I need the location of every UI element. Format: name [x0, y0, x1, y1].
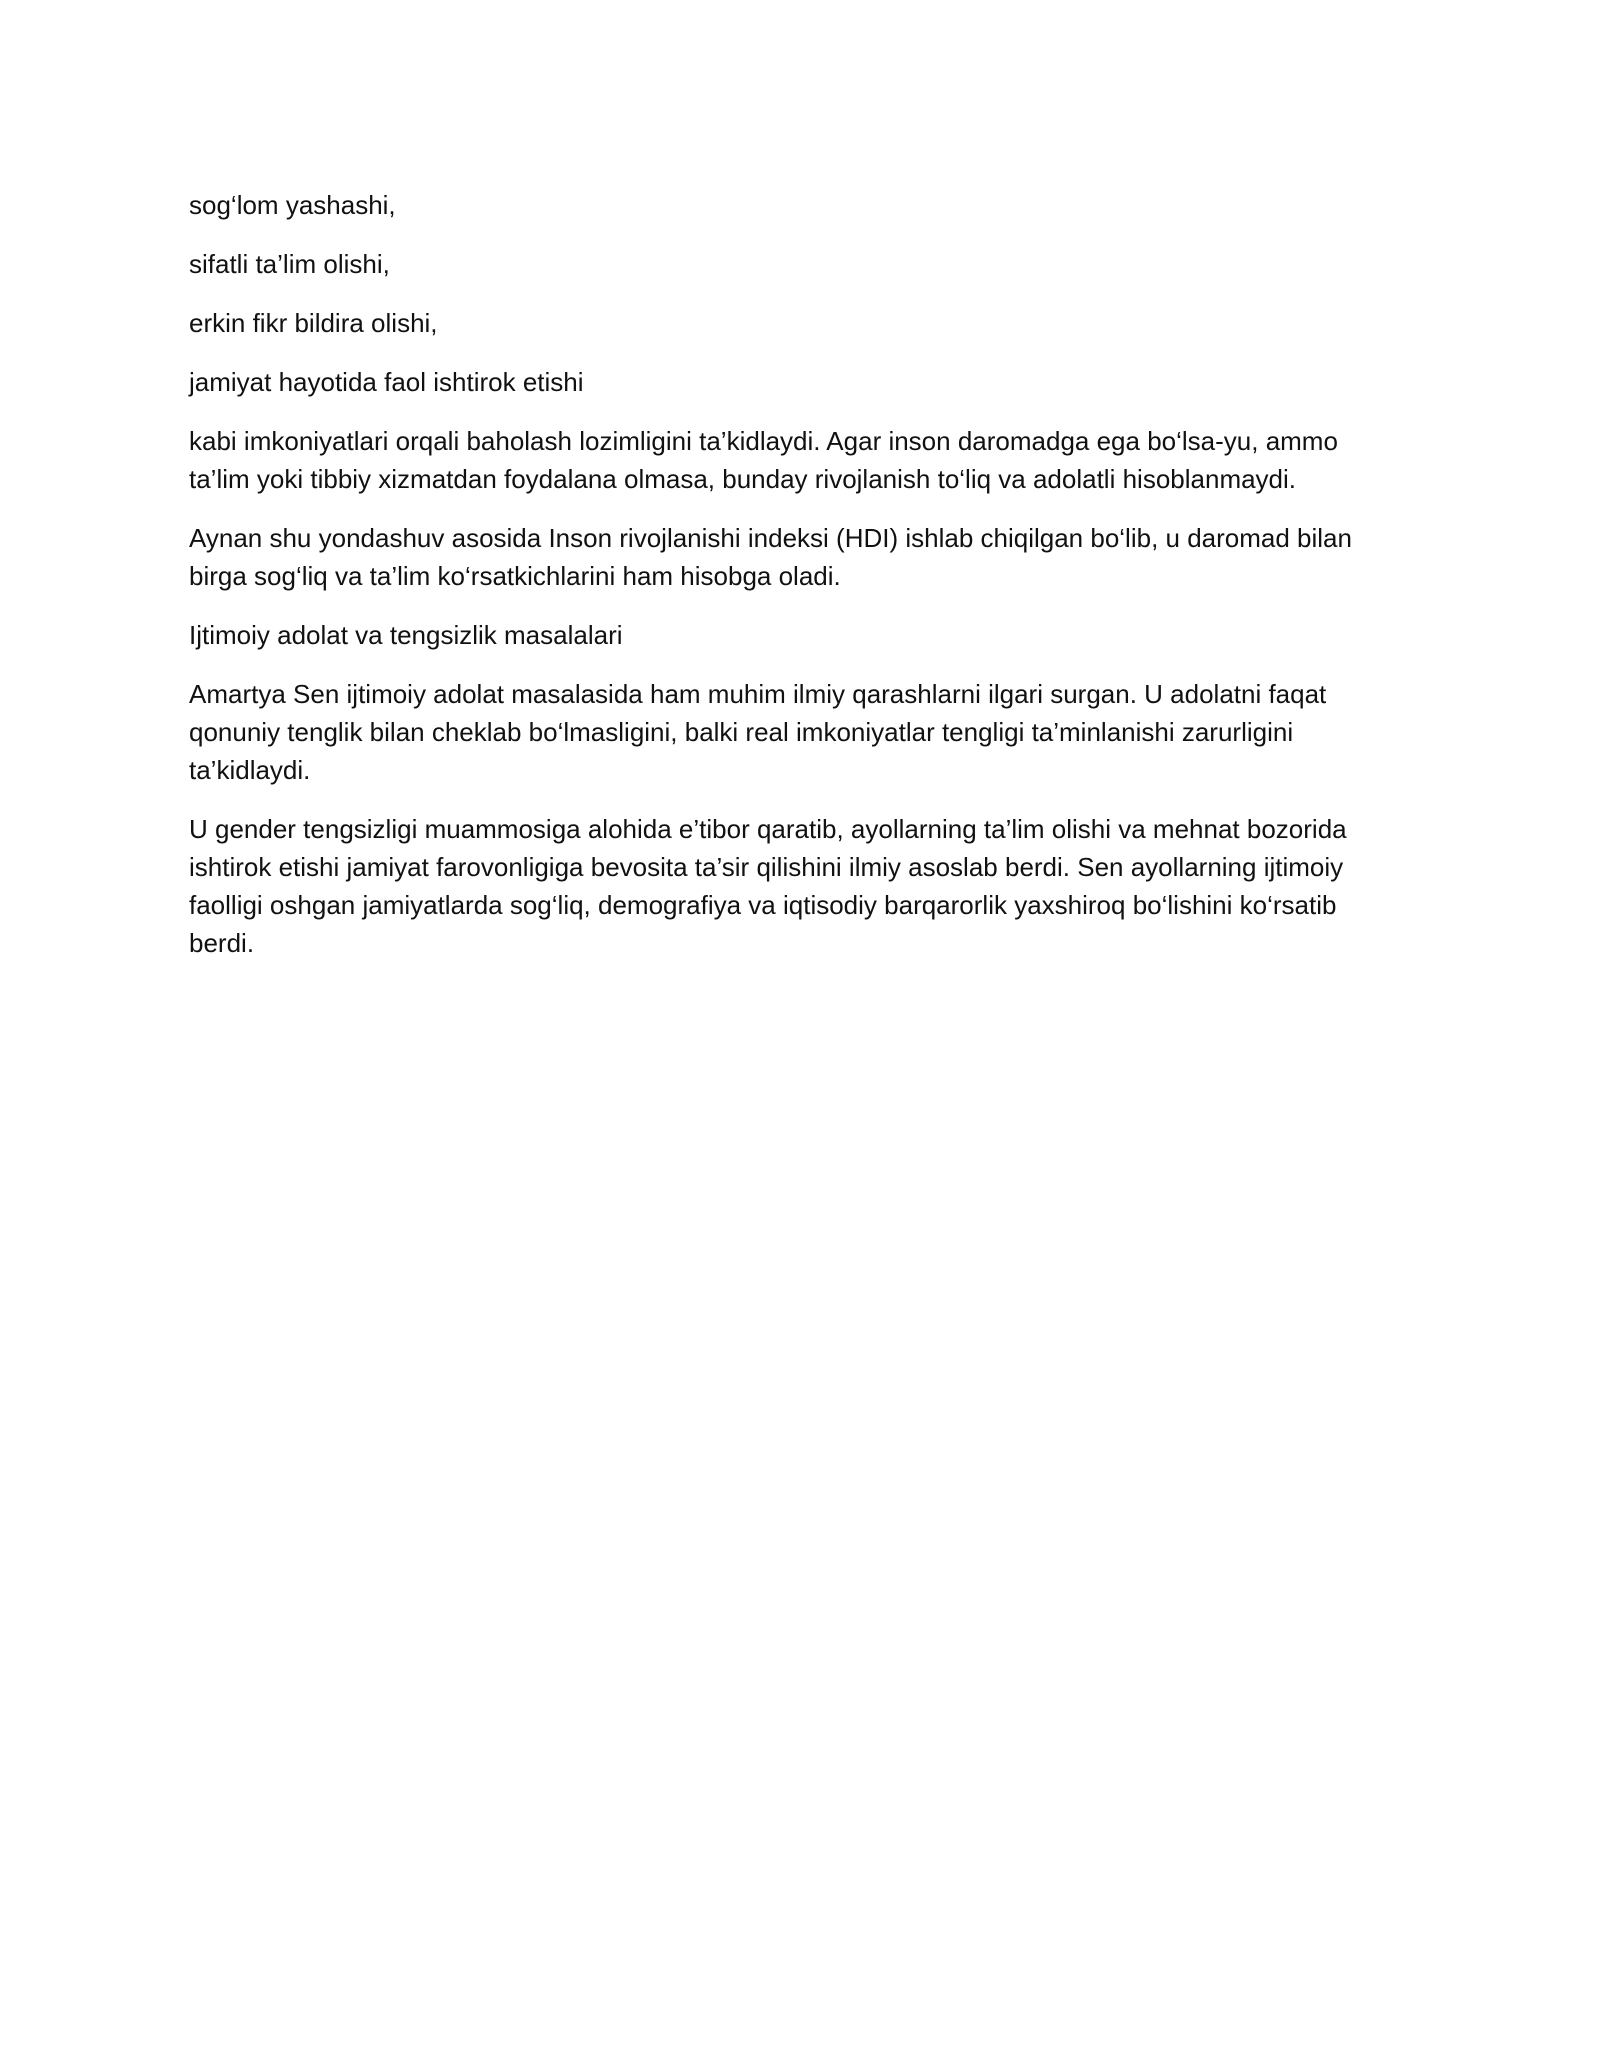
- paragraph-gender-inequality: U gender tengsizligi muammosiga alohida e’tibor qaratib, ayollarning ta’lim olishi va mehnat bozorida ishtirok etishi jamiyat farovonligiga bevosita ta’sir qilishini ilmiy asoslab berdi. Sen ayollarning ijtimoiy faolligi oshgan jamiyatlarda sog‘liq, demografiya va iqtisodiy barqarorlik yaxshiroq bo‘lishini ko‘rsatib berdi.: [189, 814, 1347, 958]
- list-item-quality-education: sifatli ta’lim olishi,: [189, 249, 390, 279]
- list-item-free-expression: erkin fikr bildira olishi,: [189, 308, 438, 338]
- list-item-social-participation: jamiyat hayotida faol ishtirok etishi: [189, 367, 584, 397]
- list-item-healthy-living: sog‘lom yashashi,: [189, 190, 396, 220]
- document-body: [189, 186, 1389, 983]
- paragraph-social-justice: Amartya Sen ijtimoiy adolat masalasida ham muhim ilmiy qarashlarni ilgari surgan. U adolatni faqat qonuniy tenglik bilan cheklab bo‘lmasligini, balki real imkoniyatlar tengligi ta’minlanishi zarurligini ta’kidlaydi.: [189, 679, 1327, 785]
- paragraph-capabilities: kabi imkoniyatlari orqali baholash lozimligini ta’kidlaydi. Agar inson daromadga ega bo‘lsa-yu, ammo ta’lim yoki tibbiy xizmatdan foydalana olmasa, bunday rivojlanish to‘liq va adolatli hisoblanmaydi.: [189, 426, 1338, 494]
- section-heading: Ijtimoiy adolat va tengsizlik masalalari: [189, 620, 623, 650]
- paragraph-hdi: Aynan shu yondashuv asosida Inson rivojlanishi indeksi (HDI) ishlab chiqilgan bo‘lib, u daromad bilan birga sog‘liq va ta’lim ko‘rsatkichlarini ham hisobga oladi.: [189, 523, 1352, 591]
